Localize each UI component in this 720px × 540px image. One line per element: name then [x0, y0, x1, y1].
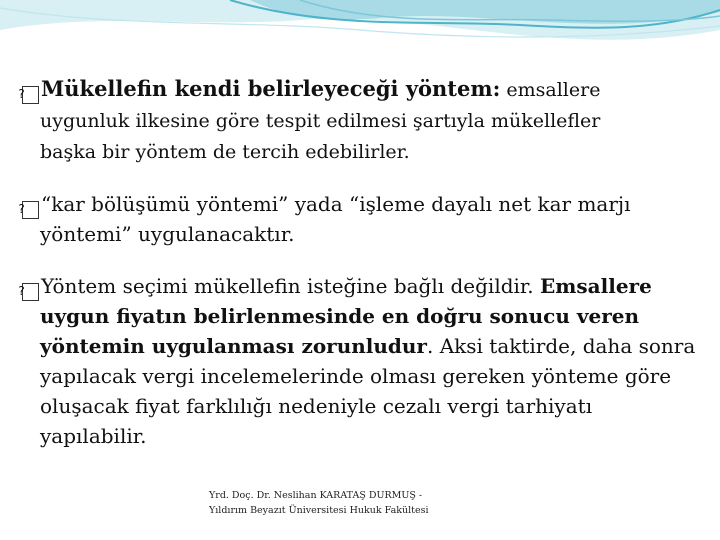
footer-institution: Yıldırım Beyazıt Üniversitesi Hukuk Fakültesi — [209, 505, 429, 516]
footer-author: Yrd. Doç. Dr. Neslihan KARATAŞ DURMUŞ - — [209, 490, 423, 501]
paragraph-2 — [18, 189, 702, 249]
paragraph-3-text-a: Yöntem seçimi mükellefin isteğine bağlı değildir. — [41, 274, 541, 298]
paragraph-3-bold: Emsallere uygun fiyatın belirlenmesinde en doğru sonucu veren yöntemin uygulanması zorunludur — [40, 274, 652, 358]
paragraph-1-line-2: uygunluk ilkesine göre tespit edilmesi şartıyla mükellefler — [40, 110, 601, 132]
paragraph-3 — [18, 271, 702, 451]
header-wave-decoration — [0, 0, 720, 70]
slide-footer — [209, 488, 429, 518]
bullet-box-icon: ? — [22, 283, 39, 301]
paragraph-2-line-1: “kar bölüşümü yöntemi” yada “işleme dayalı net kar marjı — [41, 192, 631, 216]
paragraph-1-tail: emsallere — [500, 79, 601, 101]
slide-content — [18, 74, 702, 451]
paragraph-1-line-3: başka bir yöntem de tercih edebilirler. — [40, 141, 410, 163]
bullet-box-icon: ? — [22, 86, 39, 104]
bullet-box-icon: ? — [22, 201, 39, 219]
paragraph-2-line-2: yöntemi” uygulanacaktır. — [40, 222, 295, 246]
paragraph-1-bold-lead: Mükellefin kendi belirleyeceği yöntem: — [41, 76, 501, 101]
paragraph-3-text-b: . Aksi taktirde, daha sonra yapılacak vergi incelemelerinde olması gereken yönteme göre oluşacak fiyat farklılığı nedeniyle cezalı vergi tarhiyatı yapılabilir. — [40, 334, 696, 448]
paragraph-1 — [18, 74, 702, 167]
